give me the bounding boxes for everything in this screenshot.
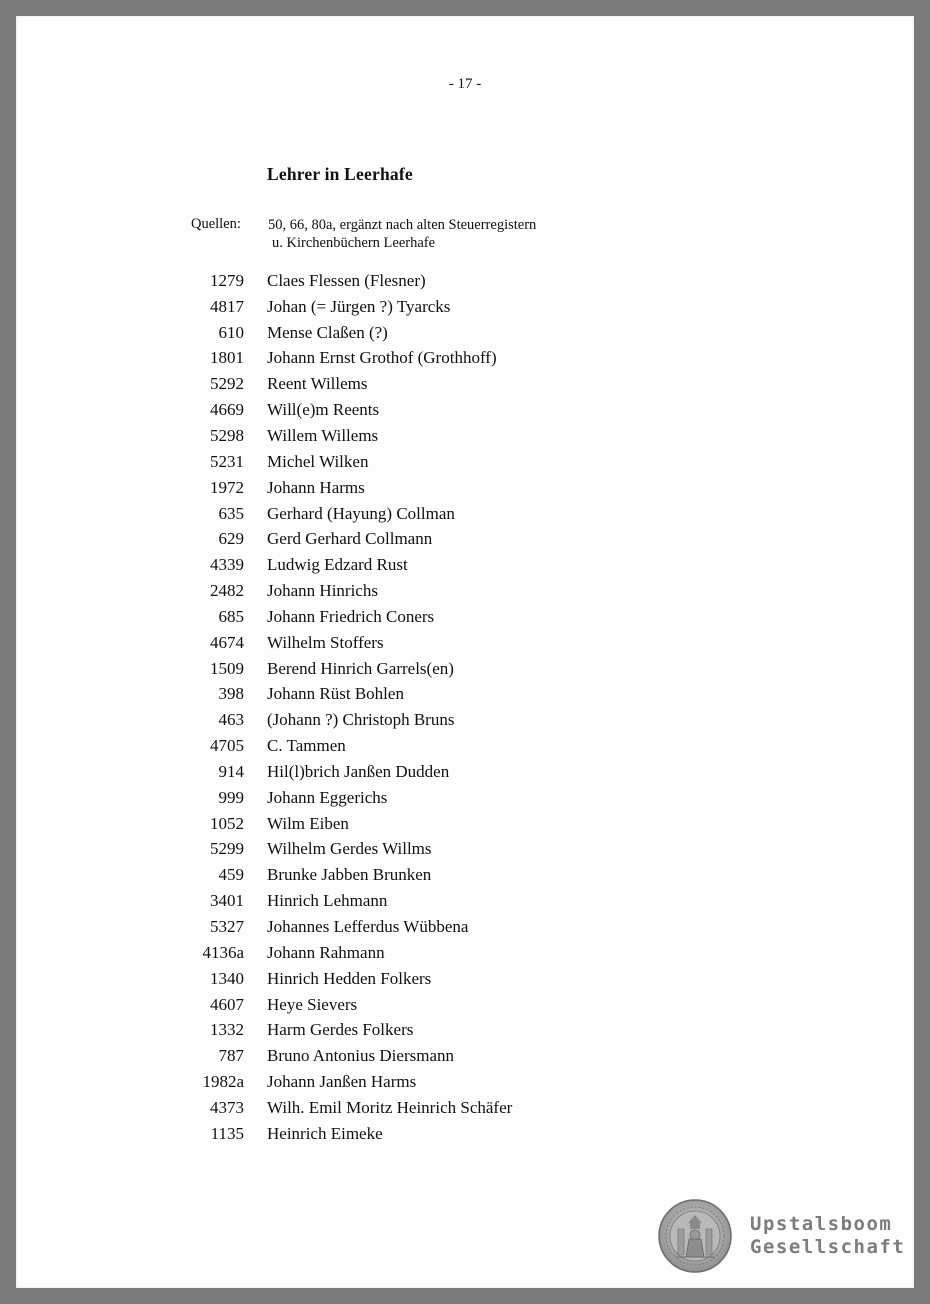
entry-number: 5298 <box>210 425 244 445</box>
list-item <box>166 268 666 294</box>
entry-number: 685 <box>218 606 244 626</box>
entry-name: Johann Hinrichs <box>267 581 378 601</box>
list-item <box>166 785 666 811</box>
entry-name: Wilh. Emil Moritz Heinrich Schäfer <box>267 1097 513 1117</box>
entry-number: 1509 <box>210 658 244 678</box>
list-item <box>166 1121 666 1147</box>
entry-number: 2482 <box>210 581 244 601</box>
entry-name: Berend Hinrich Garrels(en) <box>267 658 454 678</box>
logo-text <box>750 1213 905 1259</box>
entry-name: Hil(l)brich Janßen Dudden <box>267 761 450 781</box>
document-page <box>16 16 914 1288</box>
entry-number: 1332 <box>210 1020 244 1040</box>
entry-number: 4669 <box>210 400 244 420</box>
entry-number: 999 <box>218 787 244 807</box>
list-item <box>166 397 666 423</box>
entry-name: Gerhard (Hayung) Collman <box>267 503 455 523</box>
entry-name: Johannes Lefferdus Wübbena <box>267 917 469 937</box>
entry-name: Wilhelm Stoffers <box>267 632 384 652</box>
logo-line-2: Gesellschaft <box>750 1236 906 1258</box>
entry-number: 1801 <box>210 348 244 368</box>
list-item <box>166 682 666 708</box>
entry-name: Johan (= Jürgen ?) Tyarcks <box>267 296 451 316</box>
entry-name: Will(e)m Reents <box>267 400 380 420</box>
entry-number: 4817 <box>210 296 244 316</box>
list-item <box>166 733 666 759</box>
entry-name: Wilhelm Gerdes Willms <box>267 839 432 859</box>
entry-number: 3401 <box>210 891 244 911</box>
list-item <box>166 346 666 372</box>
entry-number: 1135 <box>210 1123 244 1143</box>
entry-number: 1052 <box>210 813 244 833</box>
entry-number: 914 <box>218 761 244 781</box>
seal-icon <box>658 1199 732 1273</box>
list-item <box>166 475 666 501</box>
entry-name: Reent Willems <box>267 374 368 394</box>
entry-number: 5327 <box>210 917 244 937</box>
entry-number: 4705 <box>210 736 244 756</box>
entry-number: 5292 <box>210 374 244 394</box>
entry-number: 4607 <box>210 994 244 1014</box>
entry-number: 1982a <box>202 1072 244 1092</box>
entry-number: 629 <box>218 529 244 549</box>
entry-number: 1972 <box>210 477 244 497</box>
entry-name: (Johann ?) Christoph Bruns <box>267 710 455 730</box>
entry-name: Hinrich Lehmann <box>267 891 388 911</box>
entry-name: Harm Gerdes Folkers <box>267 1020 414 1040</box>
entry-number: 5231 <box>210 451 244 471</box>
entry-name: C. Tammen <box>267 736 346 756</box>
list-item <box>166 371 666 397</box>
list-item <box>166 604 666 630</box>
entry-name: Hinrich Hedden Folkers <box>267 968 432 988</box>
entry-number: 1340 <box>210 968 244 988</box>
list-item <box>166 578 666 604</box>
entry-number: 4339 <box>210 555 244 575</box>
list-item <box>166 423 666 449</box>
entry-name: Michel Wilken <box>267 451 369 471</box>
list-item <box>166 1043 666 1069</box>
list-item <box>166 1095 666 1121</box>
sources-text <box>268 216 536 252</box>
entry-number: 1279 <box>210 270 244 290</box>
entry-number: 398 <box>218 684 244 704</box>
entry-name: Gerd Gerhard Collmann <box>267 529 433 549</box>
entry-number: 5299 <box>210 839 244 859</box>
entry-name: Heye Sievers <box>267 994 358 1014</box>
list-item <box>166 501 666 527</box>
entry-number: 4373 <box>210 1097 244 1117</box>
entry-name: Johann Rahmann <box>267 942 385 962</box>
entry-name: Johann Rüst Bohlen <box>267 684 404 704</box>
list-item <box>166 707 666 733</box>
teacher-list <box>166 268 666 1147</box>
entry-number: 787 <box>218 1046 244 1066</box>
list-item <box>166 992 666 1018</box>
list-item <box>166 552 666 578</box>
list-item <box>166 888 666 914</box>
entry-name: Johann Friedrich Coners <box>267 606 435 626</box>
list-item <box>166 811 666 837</box>
entry-name: Johann Harms <box>267 477 365 497</box>
page-title: Lehrer in Leerhafe <box>267 164 413 184</box>
list-item <box>166 630 666 656</box>
entry-name: Bruno Antonius Diersmann <box>267 1046 454 1066</box>
entry-name: Willem Willems <box>267 425 379 445</box>
entry-name: Heinrich Eimeke <box>267 1123 383 1143</box>
list-item <box>166 966 666 992</box>
list-item <box>166 526 666 552</box>
entry-number: 635 <box>218 503 244 523</box>
list-item <box>166 656 666 682</box>
list-item <box>166 1069 666 1095</box>
list-item <box>166 449 666 475</box>
entry-number: 4674 <box>210 632 244 652</box>
list-item <box>166 862 666 888</box>
list-item <box>166 940 666 966</box>
logo-line-1: Upstalsboom <box>750 1213 893 1235</box>
entry-name: Brunke Jabben Brunken <box>267 865 432 885</box>
entry-name: Johann Ernst Grothof (Grothhoff) <box>267 348 497 368</box>
entry-number: 463 <box>218 710 244 730</box>
entry-name: Ludwig Edzard Rust <box>267 555 408 575</box>
list-item <box>166 914 666 940</box>
list-item <box>166 1017 666 1043</box>
list-item <box>166 294 666 320</box>
list-item <box>166 320 666 346</box>
entry-number: 459 <box>218 865 244 885</box>
entry-name: Johann Eggerichs <box>267 787 388 807</box>
sources-label: Quellen: <box>191 216 241 232</box>
entry-name: Johann Janßen Harms <box>267 1072 417 1092</box>
sources-line-2: u. Kirchenbüchern Leerhafe <box>272 235 436 251</box>
entry-name: Mense Claßen (?) <box>267 322 388 342</box>
page-number: - 17 - <box>448 76 482 92</box>
entry-number: 610 <box>218 322 244 342</box>
sources-line-1: 50, 66, 80a, ergänzt nach alten Steuerregistern <box>268 217 537 233</box>
list-item <box>166 837 666 863</box>
entry-number: 4136a <box>202 942 244 962</box>
list-item <box>166 759 666 785</box>
upstalsboom-logo <box>658 1199 905 1273</box>
entry-name: Claes Flessen (Flesner) <box>267 270 426 290</box>
entry-name: Wilm Eiben <box>267 813 349 833</box>
